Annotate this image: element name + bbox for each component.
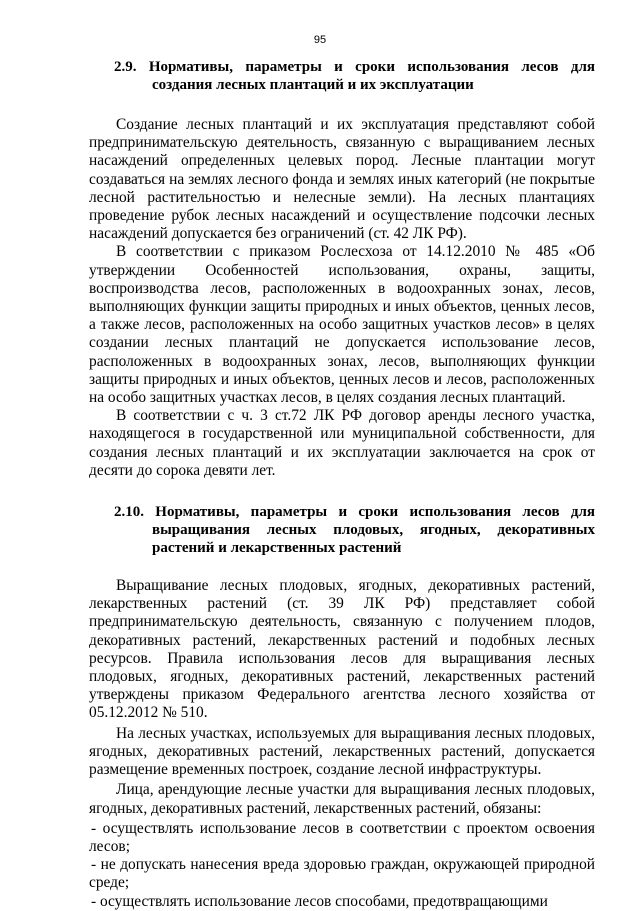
section-2-9-paragraph: В соответствии с приказом Рослесхоза от 14.12.2010 № 485 «Об утверждении Особенностей использования, охраны, защиты, воспроизводства лесов, расположенных в водоохранных зонах, лесов, выполняющих функции защиты природных и иных объектов, ценных лесов, а также лесов, расположенных на особо защитных участков лесов» в целях создании лесных плантаций не допускается использование лесов, расположенных в водоохранных зонах, лесов, выполняющих функции защиты природных и иных объектов, ценных лесов и лесов, расположенных на особо защитных участках лесов, в целях создания лесных плантаций. <box>89 243 595 407</box>
obligation-list-item: - не допускать нанесения вреда здоровью граждан, окружающей природной среде; <box>89 856 595 892</box>
section-2-10-paragraph: Выращивание лесных плодовых, ягодных, декоративных растений, лекарственных растений (ст. 39 ЛК РФ) представляет собой предпринимательскую деятельность, связанную с получением плодов, декоративных растений, лекарственных растений и подобных лесных ресурсов. Правила использования лесов для выращивания лесных плодовых, ягодных, декоративных растений, лекарственных растений утверждены приказом Федерального агентства лесного хозяйства от 05.12.2012 № 510. <box>89 577 595 722</box>
page-number: 95 <box>313 34 327 46</box>
obligation-list-item: - осуществлять использование лесов способами, предотвращающими <box>91 892 548 910</box>
section-2-10-paragraph: Лица, арендующие лесные участки для выращивания лесных плодовых, ягодных, декоративных растений, лекарственных растений, обязаны: <box>89 781 595 817</box>
section-2-10-heading: 2.10. Нормативы, параметры и сроки использования лесов для выращивания лесных плодовых, ягодных, декоративных растений и лекарственных растений <box>114 504 595 557</box>
obligation-list-item: - осуществлять использование лесов в соответствии с проектом освоения лесов; <box>89 819 595 855</box>
section-2-9-heading: 2.9. Нормативы, параметры и сроки использования лесов для создания лесных плантаций и их эксплуатации <box>114 59 595 93</box>
section-2-9-paragraph: Создание лесных плантаций и их эксплуатация представляют собой предпринимательскую деятельность, связанную с выращиванием лесных насаждений определенных целевых пород. Лесные плантации могут создаваться на землях лесного фонда и землях иных категорий (не покрытые лесной растительностью и нелесные земли). На лесных плантациях проведение рубок лесных насаждений и осуществление подсочки лесных насаждений допускается без ограничений (ст. 42 ЛК РФ). <box>89 116 595 243</box>
section-2-9-paragraph: В соответствии с ч. 3 ст.72 ЛК РФ договор аренды лесного участка, находящегося в государственной или муниципальной собственности, для создания лесных плантаций и их эксплуатации заключается на срок от десяти до сорока девяти лет. <box>89 407 595 479</box>
page-content <box>89 58 595 911</box>
section-2-10-paragraph: На лесных участках, используемых для выращивания лесных плодовых, ягодных, декоративных растений, лекарственных растений, допускается размещение временных построек, создание лесной инфраструктуры. <box>89 724 595 779</box>
